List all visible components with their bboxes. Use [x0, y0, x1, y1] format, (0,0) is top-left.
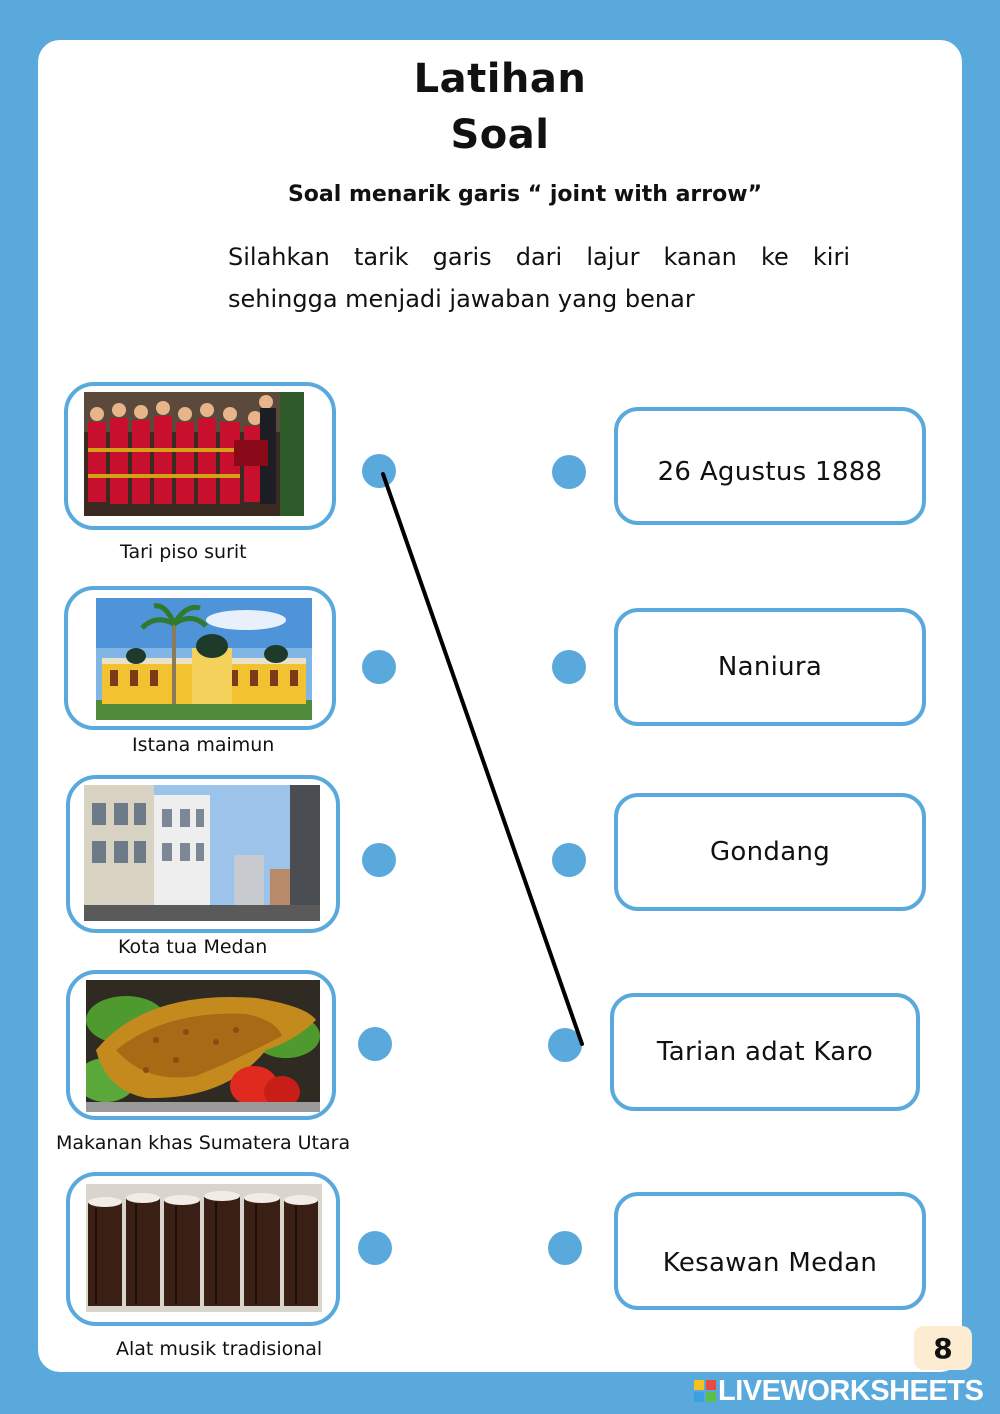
- instruction-text: Silahkan tarik garis dari lajur kanan ke kiri sehingga menjadi jawaban yang benar: [228, 243, 850, 313]
- caption-old-town: Kota tua Medan: [118, 936, 268, 958]
- page-title-line2: Soal: [450, 112, 550, 158]
- matching-line[interactable]: [383, 474, 582, 1044]
- caption-drums: Alat musik tradisional: [116, 1338, 323, 1360]
- caption-food: Makanan khas Sumatera Utara: [56, 1132, 351, 1154]
- answer-label-5: Kesawan Medan: [662, 1248, 878, 1278]
- answer-label-2: Naniura: [717, 652, 823, 682]
- liveworksheets-logo-icon: [694, 1380, 716, 1402]
- page-number-badge: [914, 1326, 972, 1370]
- exercise-subtitle: Soal menarik garis “ joint with arrow”: [287, 182, 763, 207]
- answer-label-3: Gondang: [709, 837, 831, 867]
- answer-label-4: Tarian adat Karo: [656, 1037, 874, 1067]
- caption-dancers: Tari piso surit: [120, 541, 247, 563]
- liveworksheets-brand: [694, 1376, 983, 1406]
- page-title-line1: Latihan: [413, 56, 587, 102]
- brand-wordmark: LIVEWORKSHEETS: [718, 1374, 984, 1407]
- answer-label-1: 26 Agustus 1888: [657, 457, 883, 487]
- page-number: 8: [933, 1331, 953, 1365]
- caption-palace: Istana maimun: [132, 734, 275, 756]
